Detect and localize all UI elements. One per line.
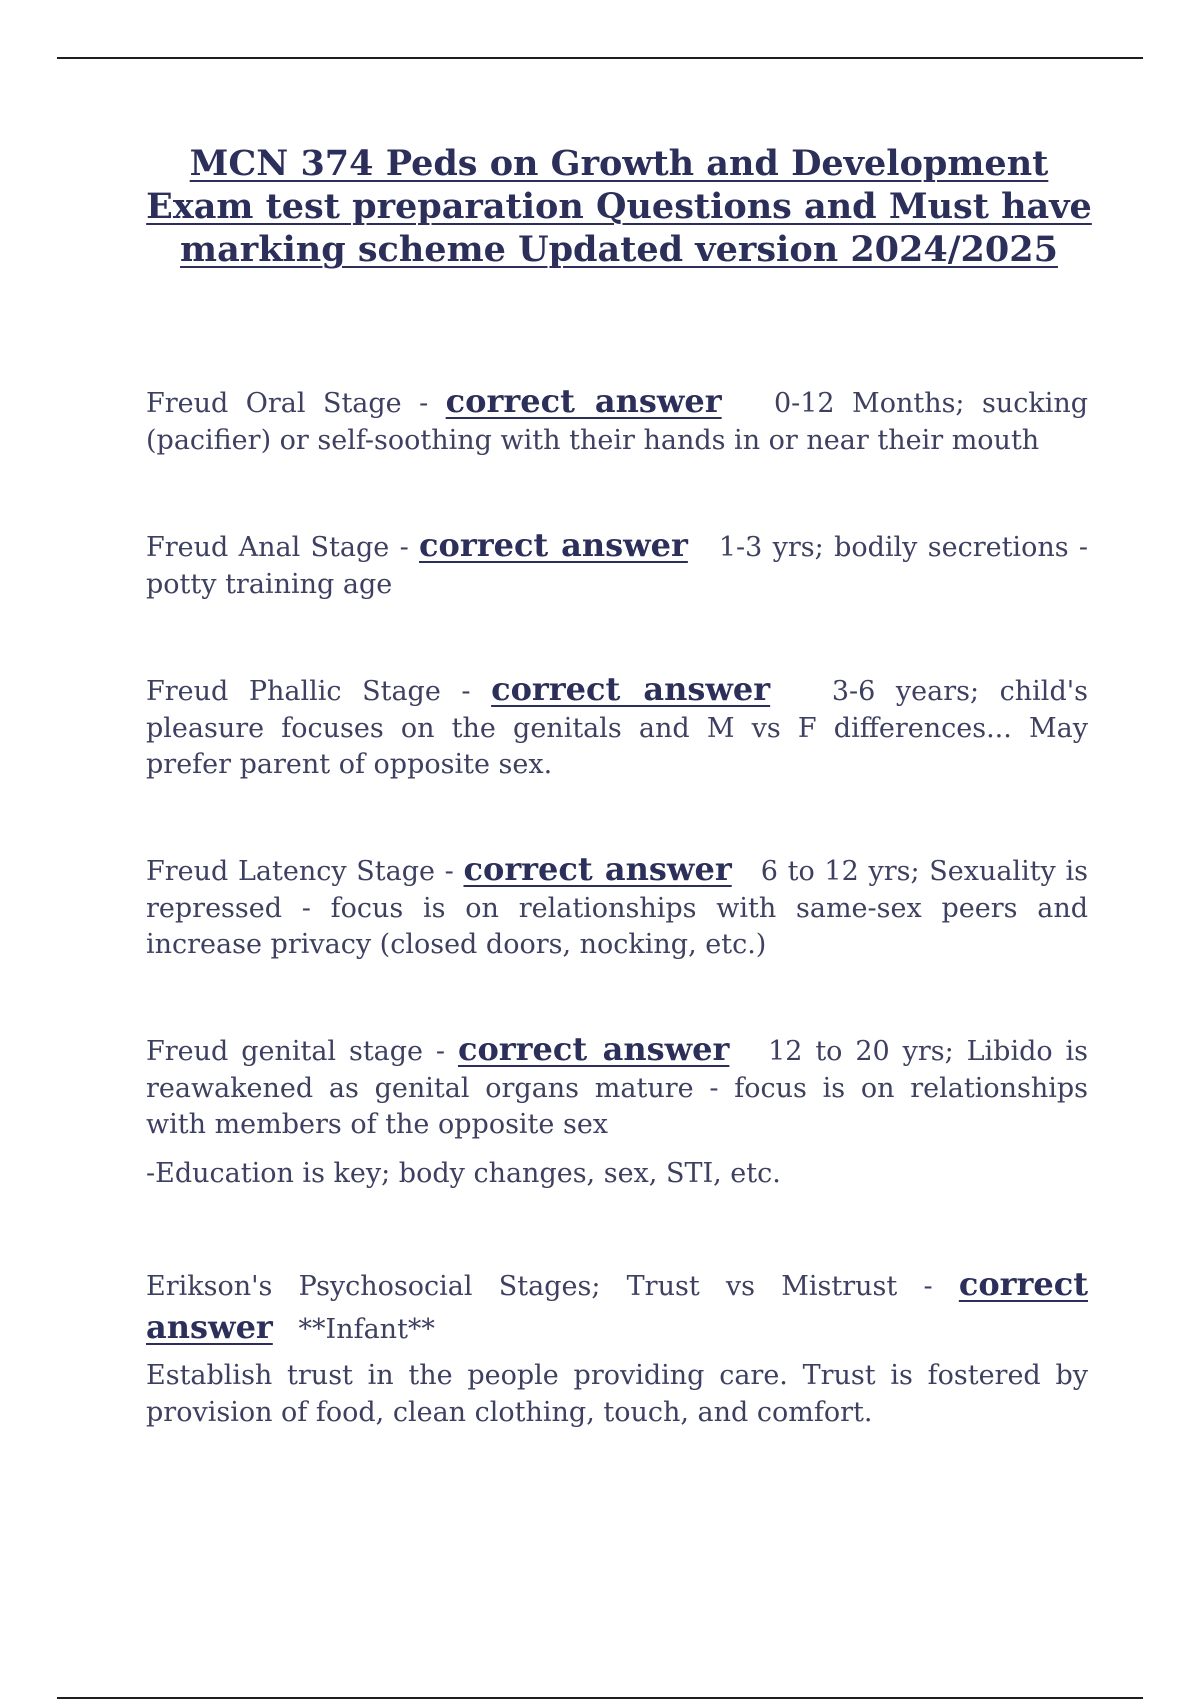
qa-entry-freud-latency	[146, 851, 1088, 964]
answer-note: -Education is key; body changes, sex, STI, etc.	[146, 1158, 781, 1189]
question-text: Freud Anal Stage -	[146, 532, 420, 563]
answer-text: 3-6 years; child's pleasure focuses on the genitals and M vs F differences... May prefer parent of opposite sex.	[146, 676, 1089, 780]
qa-entry-freud-oral	[146, 383, 1088, 459]
qa-entry-erikson-trust	[146, 1264, 1088, 1350]
qa-entry-freud-genital	[146, 1031, 1088, 1144]
answer-text: **Infant**	[298, 1314, 435, 1345]
answer-text: 1-3 yrs; bodily secretions - potty training age	[146, 532, 1089, 600]
question-text: Erikson's Psychosocial Stages; Trust vs Mistrust -	[146, 1271, 959, 1302]
answer-note: Establish trust in the people providing care. Trust is fostered by provision of food, clean clothing, touch, and comfort.	[146, 1360, 1088, 1428]
answer-text: 6 to 12 yrs; Sexuality is repressed - focus is on relationships with same-sex peers and increase privacy (closed doors, nocking, etc.)	[146, 856, 1088, 960]
qa-entry-freud-phallic	[146, 671, 1088, 784]
qa-entry-freud-anal	[146, 527, 1088, 603]
answer-text: 0-12 Months; sucking (pacifier) or self-soothing with their hands in or near their mouth	[146, 388, 1089, 456]
bottom-rule	[57, 1697, 1143, 1699]
question-text: Freud Latency Stage -	[146, 856, 464, 887]
correct-answer-label: correct answer	[146, 1265, 1088, 1346]
correct-answer-label: correct answer	[457, 1030, 730, 1068]
document-title: MCN 374 Peds on Growth and Development Exam test preparation Questions and Must have marking scheme Updated version 2024/2025	[146, 143, 1092, 270]
correct-answer-label: correct answer	[419, 526, 688, 564]
answer-text: 12 to 20 yrs; Libido is reawakened as genital organs mature - focus is on relationships with members of the opposite sex	[146, 1036, 1089, 1140]
question-text: Freud Oral Stage -	[146, 388, 446, 419]
correct-answer-label: correct answer	[491, 670, 771, 708]
question-text: Freud genital stage -	[146, 1036, 458, 1067]
correct-answer-label: correct answer	[463, 850, 732, 888]
question-text: Freud Phallic Stage -	[146, 676, 492, 707]
correct-answer-label: correct answer	[445, 382, 722, 420]
top-rule	[57, 57, 1143, 59]
